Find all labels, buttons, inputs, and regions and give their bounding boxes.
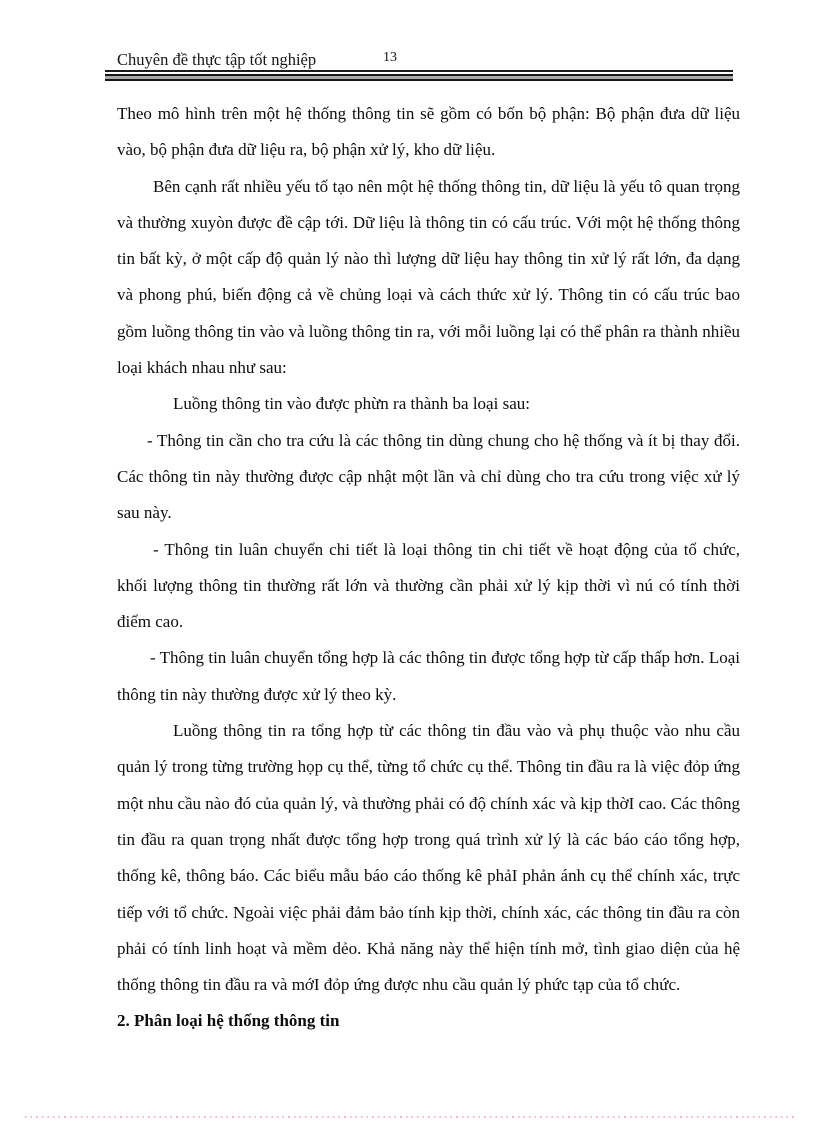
paragraph: - Thông tin cần cho tra cứu là các thông tin dùng chung cho hệ thống và ít bị thay đổi. Các thông tin này thường được cập nhật một lần và chỉ dùng cho tra cứu trong việc xử lý sau này. (117, 430, 740, 523)
paragraph: Bên cạnh rất nhiều yếu tố tạo nên một hệ thống thông tin, dữ liệu là yếu tô quan trọng và thường xuyòn được đề cập tới. Dữ liệu là thông tin có cấu trúc. Với một hệ thống thông tin bất kỳ, ở một cấp độ quản lý nào thì lượng dữ liệu hay thông tin xử lý rất lớn, đa dạng và phong phú, biến động cả về chủng loại và cách thức xử lý. Thông tin có cấu trúc bao gồm luồng thông tin vào và luồng thông tin ra, với mỗi luồng lại có thể phân ra thành nhiều loại khách nhau như sau: (117, 176, 740, 378)
header-double-rule (105, 74, 733, 81)
footer-dotted-divider (25, 1116, 798, 1118)
section-heading: 2. Phân loại hệ thống thông tin (117, 1011, 340, 1031)
paragraph: Luồng thông tin ra tổng hợp từ các thông tin đầu vào và phụ thuộc vào nhu cầu quản lý trong từng trường họp cụ thể, từng tổ chức cụ thể. Thông tin đầu ra là việc đỏp ứng một nhu cầu nào đó của quản lý, và thường phải có độ chính xác và kịp thờI cao. Các thông tin đầu ra quan trọng nhất được tổng hợp trong quá trình xử lý là các báo cáo tổng hợp, thống kê, thông báo. Các biểu mẫu báo cáo thống kê phảI phản ánh cụ thể chính xác, trực tiếp với tổ chức. Ngoài việc phải đảm bảo tính kịp thời, chính xác, các thông tin đầu ra còn phải có tính linh hoạt và mềm dẻo. Khả năng này thể hiện tính mở, tình giao diện của hệ thống thông tin đầu ra và mớI đỏp ứng được nhu cầu quản lý phức tạp của tổ chức. (117, 721, 740, 995)
header-underline (105, 70, 733, 72)
header-row (105, 44, 733, 70)
paragraph: Luồng thông tin vào được phừn ra thành ba loại sau: (173, 394, 530, 414)
document-body (117, 96, 740, 1040)
paragraph: - Thông tin luân chuyển chi tiết là loại thông tin chi tiết về hoạt động của tổ chức, khối lượng thông tin thường rất lớn và thường cần phải xử lý kịp thời vì nú có tính thời điểm cao. (117, 539, 740, 632)
page-header (105, 44, 733, 81)
paragraph: Theo mô hình trên một hệ thống thông tin sẽ gồm có bốn bộ phận: Bộ phận đưa dữ liệu vào, bộ phận đưa dữ liệu ra, bộ phận xử lý, kho dữ liệu. (117, 104, 740, 160)
header-title: Chuyên đề thực tập tốt nghiệp (117, 50, 317, 69)
paragraph: - Thông tin luân chuyển tổng hợp là các thông tin được tổng hợp từ cấp thấp hơn. Loại thông tin này thường được xử lý theo kỳ. (117, 648, 740, 704)
page-number: 13 (383, 50, 397, 65)
